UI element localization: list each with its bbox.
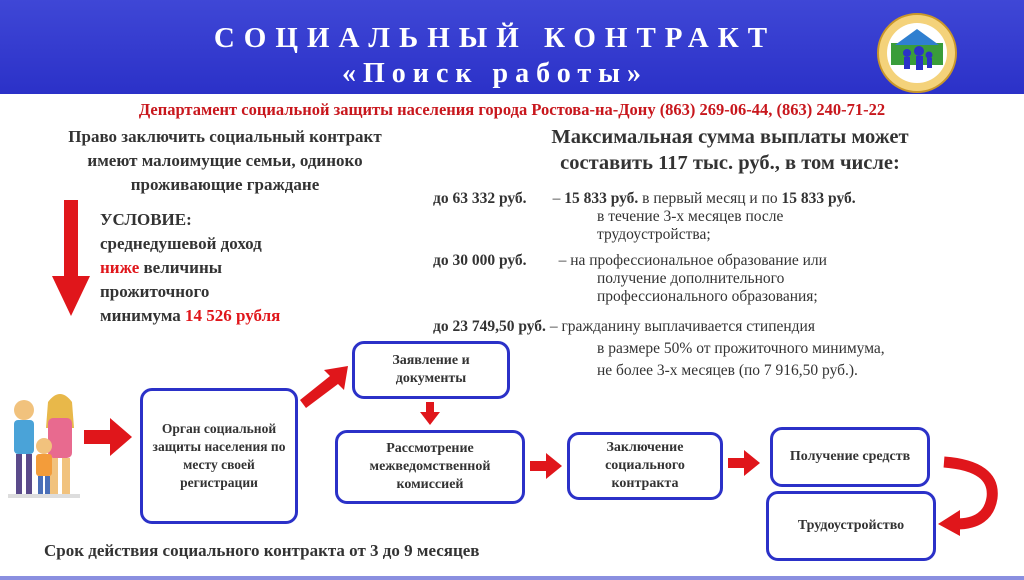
- arrow-up-right-icon: [300, 364, 350, 410]
- application-box: Заявление и документы: [352, 341, 510, 399]
- payment-item: до 63 332 руб. – 15 833 руб. в первый месяц и по 15 833 руб. в течение 3-х месяцев после трудоустройства;: [433, 190, 856, 243]
- conclusion-box: Заключение социального контракта: [567, 432, 723, 500]
- down-arrow-icon: [52, 200, 92, 318]
- payment-item: до 30 000 руб. – на профессиональное образование или получение дополнительного профессионального образования;: [433, 252, 827, 305]
- condition-line: минимума 14 526 рубля: [100, 306, 281, 325]
- curved-arrow-icon: [930, 456, 1002, 536]
- arrow-right-icon: [530, 453, 562, 479]
- review-box: Рассмотрение межведомственной комиссией: [335, 430, 525, 504]
- department-emblem-icon: [877, 13, 957, 93]
- arrow-down-icon: [420, 402, 440, 426]
- max-payment-heading: Максимальная сумма выплаты может составить 117 тыс. руб., в том числе:: [551, 126, 909, 174]
- receipt-box: Получение средств: [770, 427, 930, 487]
- contract-term: Срок действия социального контракта от 3 до 9 месяцев: [44, 541, 480, 560]
- condition-heading: УСЛОВИЕ:: [100, 210, 192, 229]
- eligibility-line: проживающие граждане: [130, 175, 320, 194]
- condition-line: ниже величины: [100, 258, 223, 277]
- payment-item: до 23 749,50 руб. – гражданину выплачивается стипендия в размере 50% от прожиточного минимума, не более 3-х месяцев (по 7 916,50 руб.).: [433, 318, 885, 379]
- page-subtitle: «Поиск работы»: [342, 58, 648, 89]
- condition-line: прожиточного: [100, 282, 210, 301]
- organ-box: Орган социальной защиты населения по месту своей регистрации: [140, 388, 298, 524]
- eligibility-line: имеют малоимущие семьи, одиноко: [87, 151, 363, 170]
- family-illustration: [4, 388, 84, 506]
- arrow-right-icon: [84, 418, 134, 456]
- condition-highlight: ниже: [100, 258, 140, 277]
- page-title: СОЦИАЛЬНЫЙ КОНТРАКТ: [213, 22, 777, 54]
- employment-box: Трудоустройство: [766, 491, 936, 561]
- arrow-right-icon: [728, 450, 760, 476]
- department-contacts: Департамент социальной защиты населения города Ростова-на-Дону (863) 269-06-44, (863) 240-71-22: [138, 100, 886, 119]
- subsistence-amount: 14 526 рубля: [185, 306, 281, 325]
- eligibility-line: Право заключить социальный контракт: [68, 127, 382, 146]
- condition-line: среднедушевой доход: [100, 234, 262, 253]
